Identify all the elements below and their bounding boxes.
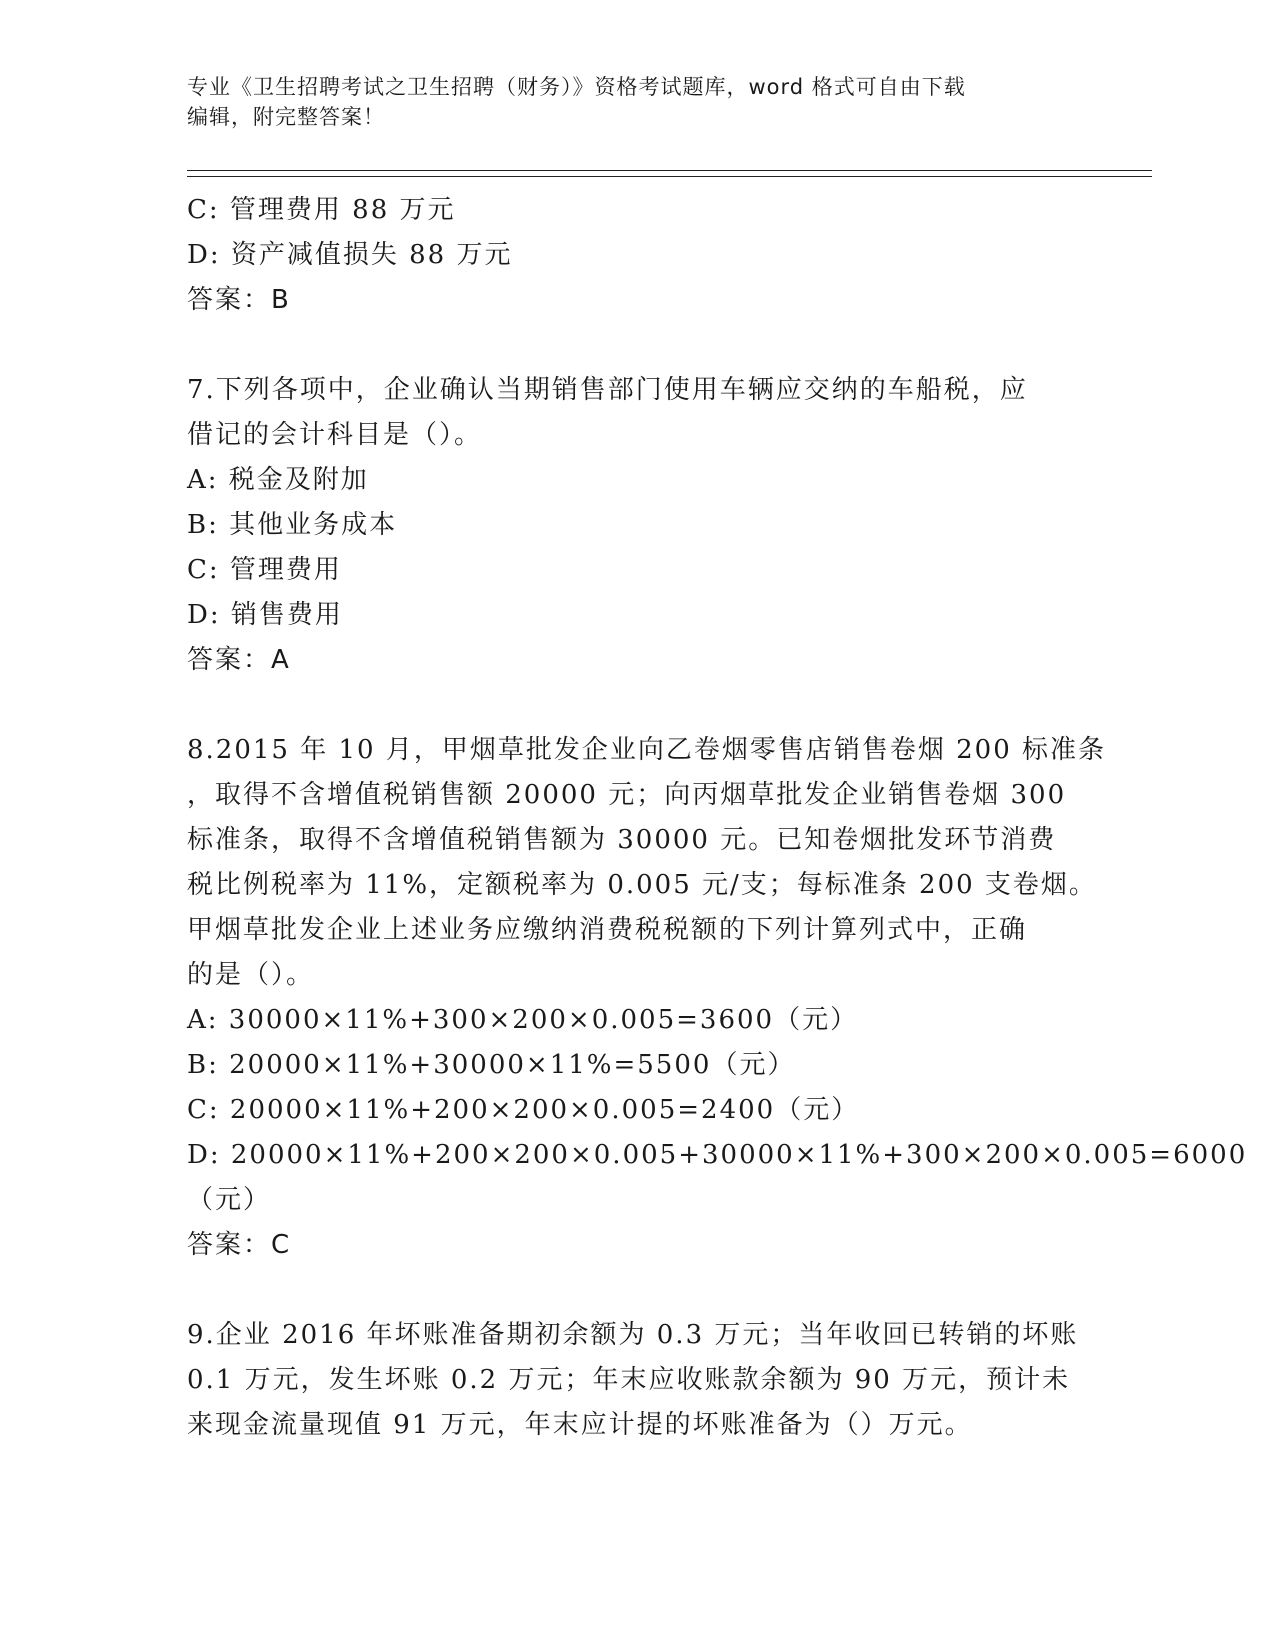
- answer-label: 答案：A: [187, 645, 291, 675]
- header-title-line-1: 专业《卫生招聘考试之卫生招聘（财务）》资格考试题库，word 格式可自由下载: [187, 75, 966, 99]
- question-7: [187, 368, 1087, 683]
- option-c: C: 管理费用 88 万元: [187, 195, 456, 225]
- option-b: B: 其他业务成本: [187, 510, 398, 540]
- header-divider-bottom: [187, 176, 1152, 177]
- option-a: A: 税金及附加: [187, 465, 369, 495]
- question-content: [187, 188, 1248, 1448]
- question-stem-line: 7.下列各项中，企业确认当期销售部门使用车辆应交纳的车船税，应: [187, 375, 1028, 405]
- question-stem-line: 8.2015 年 10 月，甲烟草批发企业向乙卷烟零售店销售卷烟 200 标准条: [187, 735, 1107, 765]
- question-stem-line: 0.1 万元，发生坏账 0.2 万元；年末应收账款余额为 90 万元，预计未: [187, 1365, 1071, 1395]
- option-b: B: 20000×11%+30000×11%=5500（元）: [187, 1050, 796, 1080]
- option-d: D: 资产减值损失 88 万元: [187, 240, 513, 270]
- question-8: [187, 728, 1248, 1268]
- option-c: C: 管理费用: [187, 555, 342, 585]
- option-d: D: 销售费用: [187, 600, 343, 630]
- question-stem-line: 的是（）。: [187, 960, 315, 990]
- document-header: [187, 72, 1077, 132]
- header-divider-top: [187, 170, 1152, 171]
- option-c: C: 20000×11%+200×200×0.005=2400（元）: [187, 1095, 860, 1125]
- answer-label: 答案：C: [187, 1230, 292, 1260]
- question-stem-line: 借记的会计科目是（）。: [187, 420, 483, 450]
- option-d: D: 20000×11%+200×200×0.005+30000×11%+300×200×0.005=6000: [187, 1140, 1248, 1170]
- option-a: A: 30000×11%+300×200×0.005=3600（元）: [187, 1005, 859, 1035]
- question-9: [187, 1313, 1087, 1448]
- question-stem-line: 甲烟草批发企业上述业务应缴纳消费税税额的下列计算列式中，正确: [187, 915, 1028, 945]
- question-stem-line: 来现金流量现值 91 万元，年末应计提的坏账准备为（）万元。: [187, 1410, 973, 1440]
- option-d-continuation: （元）: [187, 1185, 272, 1215]
- answer-label: 答案：B: [187, 285, 291, 315]
- header-title-line-2: 编辑，附完整答案！: [187, 105, 385, 129]
- question-stem-line: 9.企业 2016 年坏账准备期初余额为 0.3 万元；当年收回已转销的坏账: [187, 1320, 1079, 1350]
- question-stem-line: 税比例税率为 11%，定额税率为 0.005 元/支；每标准条 200 支卷烟。: [187, 870, 1097, 900]
- question-stem-line: 标准条，取得不含增值税销售额为 30000 元。已知卷烟批发环节消费: [187, 825, 1057, 855]
- question-stem-line: ，取得不含增值税销售额 20000 元；向丙烟草批发企业销售卷烟 300: [187, 780, 1067, 810]
- question-6-tail: [187, 188, 1087, 323]
